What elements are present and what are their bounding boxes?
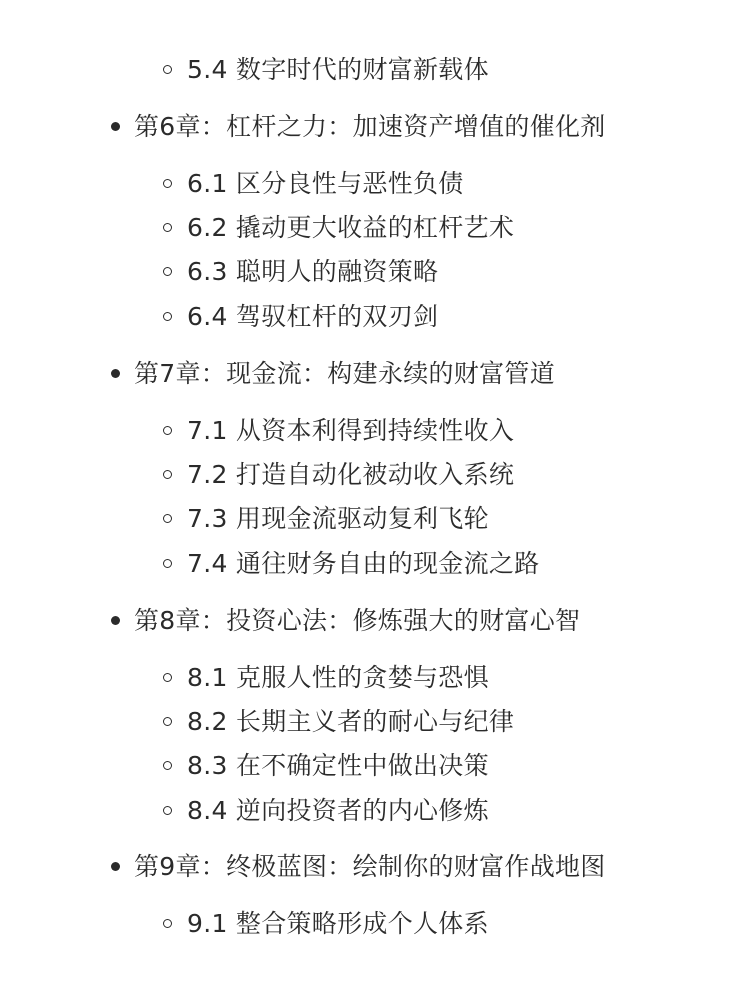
- toc-chapter-label: 第6章：杠杆之力：加速资产增值的催化剂: [134, 112, 606, 141]
- toc-section-label: 7.1 从资本利得到持续性收入: [187, 416, 515, 445]
- circle-bullet-icon: [163, 919, 172, 928]
- circle-bullet-icon: [163, 673, 172, 682]
- circle-bullet-icon: [163, 426, 172, 435]
- toc-chapter-label: 第8章：投资心法：修炼强大的财富心智: [134, 606, 581, 635]
- circle-bullet-icon: [163, 223, 172, 232]
- toc-section-label: 8.4 逆向投资者的内心修炼: [187, 796, 489, 825]
- toc-section-label: 6.4 驾驭杠杆的双刃剑: [187, 302, 439, 331]
- toc-section-label: 7.2 打造自动化被动收入系统: [187, 460, 515, 489]
- toc-section-label: 8.1 克服人性的贪婪与恐惧: [187, 663, 489, 692]
- toc-section-label: 6.1 区分良性与恶性负债: [187, 169, 464, 198]
- circle-bullet-icon: [163, 806, 172, 815]
- toc-section-label: 8.2 长期主义者的耐心与纪律: [187, 707, 515, 736]
- disc-bullet-icon: [111, 616, 120, 625]
- disc-bullet-icon: [111, 862, 120, 871]
- circle-bullet-icon: [163, 559, 172, 568]
- toc-section-label: 7.4 通往财务自由的现金流之路: [187, 549, 540, 578]
- toc-chapter-label: 第9章：终极蓝图：绘制你的财富作战地图: [134, 852, 606, 881]
- toc-section-label: 9.1 整合策略形成个人体系: [187, 909, 489, 938]
- circle-bullet-icon: [163, 179, 172, 188]
- disc-bullet-icon: [111, 122, 120, 131]
- toc-section-label: 5.4 数字时代的财富新载体: [187, 55, 489, 84]
- disc-bullet-icon: [111, 369, 120, 378]
- circle-bullet-icon: [163, 761, 172, 770]
- toc-section-label: 7.3 用现金流驱动复利飞轮: [187, 504, 489, 533]
- circle-bullet-icon: [163, 312, 172, 321]
- toc-section-label: 6.2 撬动更大收益的杠杆艺术: [187, 213, 515, 242]
- circle-bullet-icon: [163, 717, 172, 726]
- toc-section-label: 8.3 在不确定性中做出决策: [187, 751, 489, 780]
- circle-bullet-icon: [163, 514, 172, 523]
- toc-chapter-label: 第7章：现金流：构建永续的财富管道: [134, 359, 556, 388]
- circle-bullet-icon: [163, 470, 172, 479]
- circle-bullet-icon: [163, 267, 172, 276]
- circle-bullet-icon: [163, 65, 172, 74]
- toc-section-label: 6.3 聪明人的融资策略: [187, 257, 439, 286]
